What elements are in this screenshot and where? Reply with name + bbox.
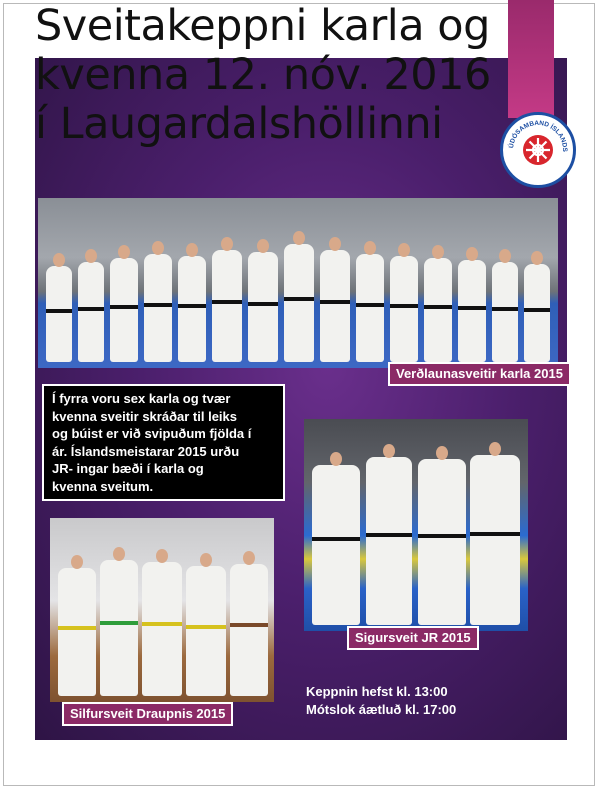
judosamband-logo [500, 112, 576, 188]
silver-team-caption: Silfursveit Draupnis 2015 [62, 702, 233, 726]
info-line: og búist er við svipuðum fjölda í [52, 426, 252, 441]
judosamband-emblem-icon [503, 115, 573, 185]
men-team-photo [38, 198, 558, 368]
women-team-photo [304, 419, 528, 631]
info-text-box [42, 384, 285, 501]
info-line: Í fyrra voru sex karla og tvær [52, 391, 231, 406]
silver-team-photo [50, 518, 274, 702]
end-time: Mótslok áætluð kl. 17:00 [306, 702, 457, 717]
title-line-2: kvenna 12. nóv. 2016 [35, 50, 491, 100]
info-line: ár. Íslandsmeistarar 2015 urðu [52, 443, 240, 459]
poster-title [35, 2, 555, 149]
women-team-caption: Sigursveit JR 2015 [347, 626, 479, 650]
men-team-caption: Verðlaunasveitir karla 2015 [388, 362, 571, 386]
info-line: JR- ingar bæði í karla og [52, 461, 204, 476]
logo-text: ÚDÓSAMBAND ÍSLANDS [508, 119, 569, 152]
title-line-1: Sveitakeppni karla og [35, 1, 490, 51]
info-line: kvenna sveitum. [52, 478, 154, 494]
info-line: kvenna sveitir skráðar til leiks [52, 408, 237, 424]
start-time: Keppnin hefst kl. 13:00 [306, 684, 448, 699]
title-line-3: í Laugardalshöllinni [35, 99, 443, 149]
schedule-text [306, 683, 456, 719]
